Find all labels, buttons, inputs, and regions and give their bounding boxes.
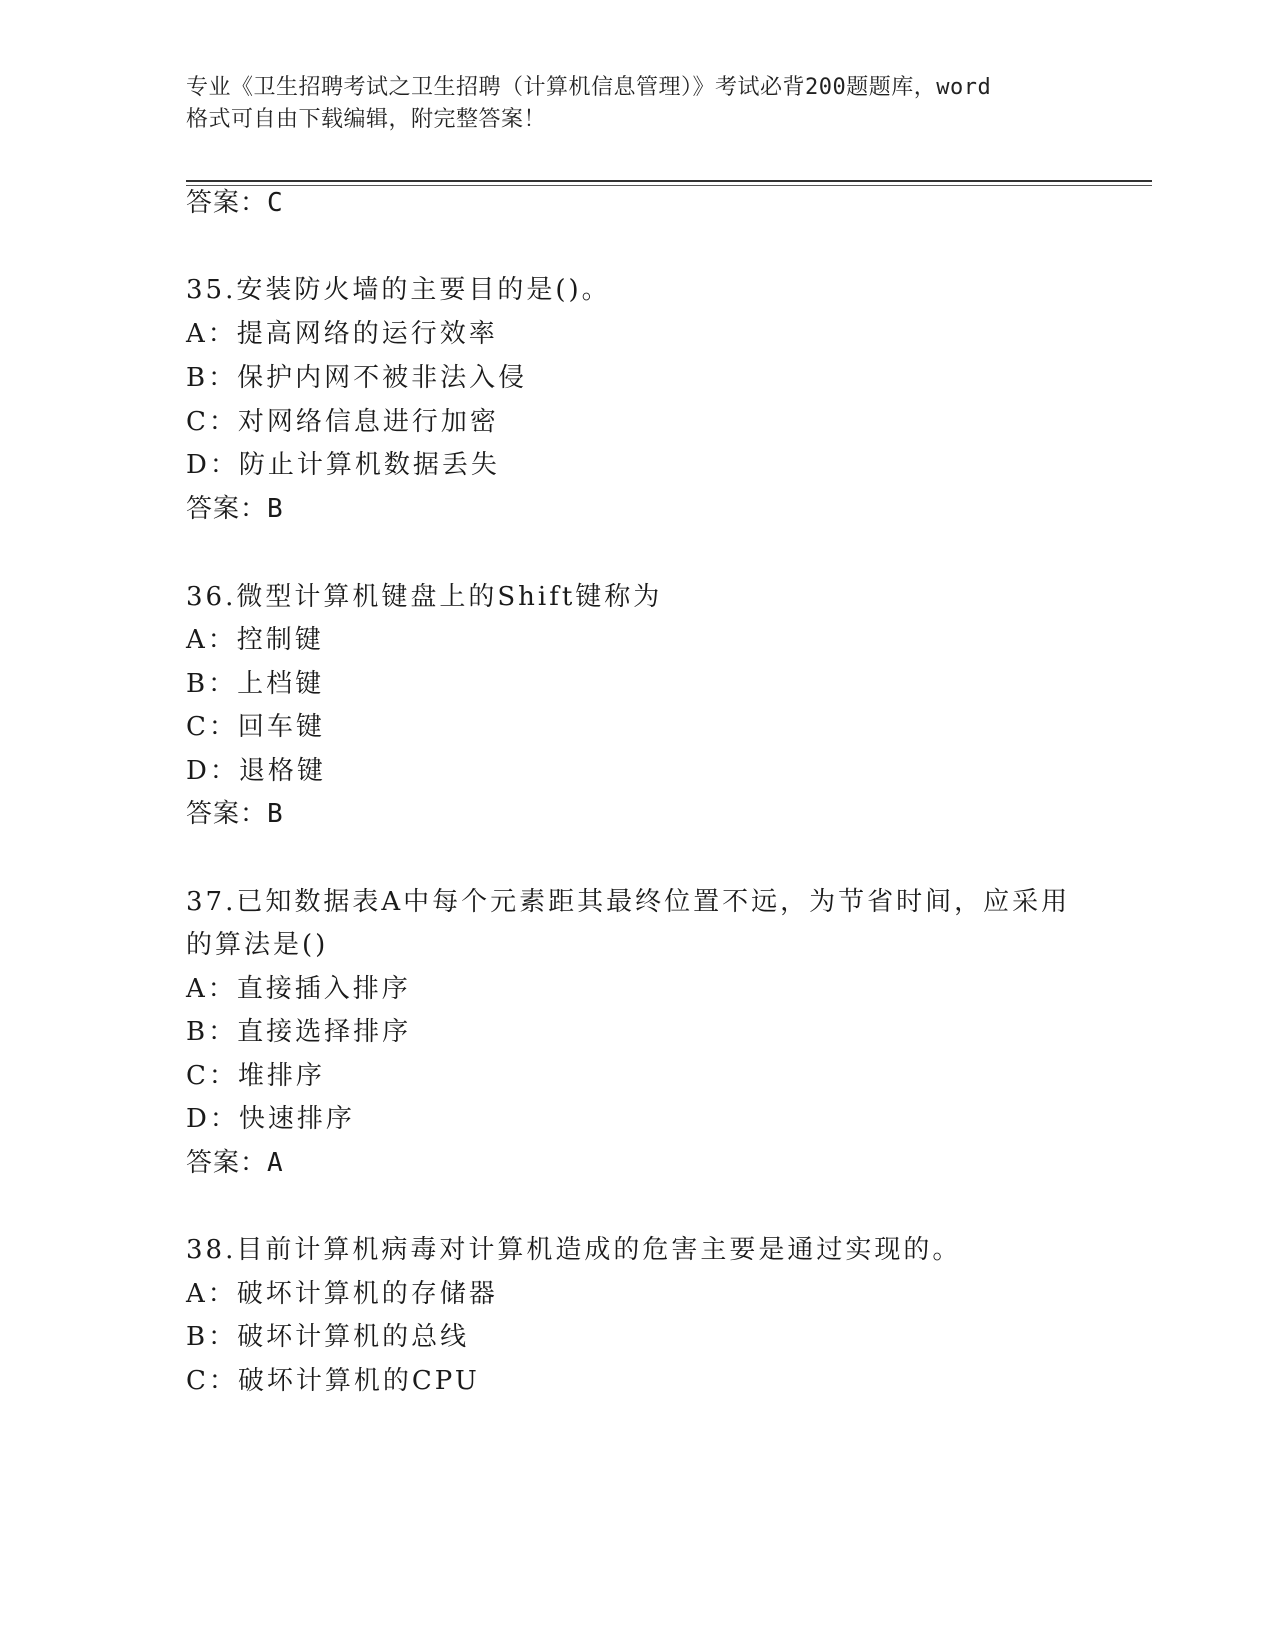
question-37-option-d: D：快速排序	[186, 1104, 355, 1134]
question-38-option-c: C：破坏计算机的CPU	[186, 1366, 480, 1396]
header-line-2: 格式可自由下载编辑，附完整答案！	[186, 107, 547, 132]
header-divider-thin	[186, 185, 1152, 186]
question-35-option-b: B：保护内网不被非法入侵	[186, 363, 528, 393]
question-35-option-a: A：提高网络的运行效率	[186, 319, 498, 349]
question-37-option-a: A：直接插入排序	[186, 974, 411, 1004]
question-35-stem: 35.安装防火墙的主要目的是()。	[186, 275, 611, 305]
question-37-option-c: C：堆排序	[186, 1061, 325, 1091]
question-38-option-b: B：破坏计算机的总线	[186, 1322, 470, 1352]
question-38-stem: 38.目前计算机病毒对计算机造成的危害主要是通过实现的。	[186, 1235, 962, 1265]
question-36-stem: 36.微型计算机键盘上的Shift键称为	[186, 582, 663, 612]
previous-answer: 答案：C	[186, 188, 284, 218]
question-36-option-b: B：上档键	[186, 669, 325, 699]
question-38-option-a: A：破坏计算机的存储器	[186, 1279, 498, 1309]
question-37-option-b: B：直接选择排序	[186, 1017, 412, 1047]
question-35-option-c: C：对网络信息进行加密	[186, 407, 499, 437]
question-36-option-c: C：回车键	[186, 712, 325, 742]
question-35-option-d: D：防止计算机数据丢失	[186, 450, 500, 480]
question-36-answer: 答案：B	[186, 799, 284, 829]
question-36-option-d: D：退格键	[186, 756, 326, 786]
question-37-stem-line-2: 的算法是()	[186, 930, 329, 960]
header-line-1: 专业《卫生招聘考试之卫生招聘（计算机信息管理）》考试必背200题题库，word	[186, 75, 992, 100]
question-35-answer: 答案：B	[186, 494, 284, 524]
document-header	[186, 72, 1086, 136]
question-37-stem-line-1: 37.已知数据表A中每个元素距其最终位置不远，为节省时间，应采用	[186, 887, 1071, 917]
question-36-option-a: A：控制键	[186, 625, 324, 655]
header-divider-thick	[186, 180, 1152, 182]
question-37-answer: 答案：A	[186, 1148, 284, 1178]
